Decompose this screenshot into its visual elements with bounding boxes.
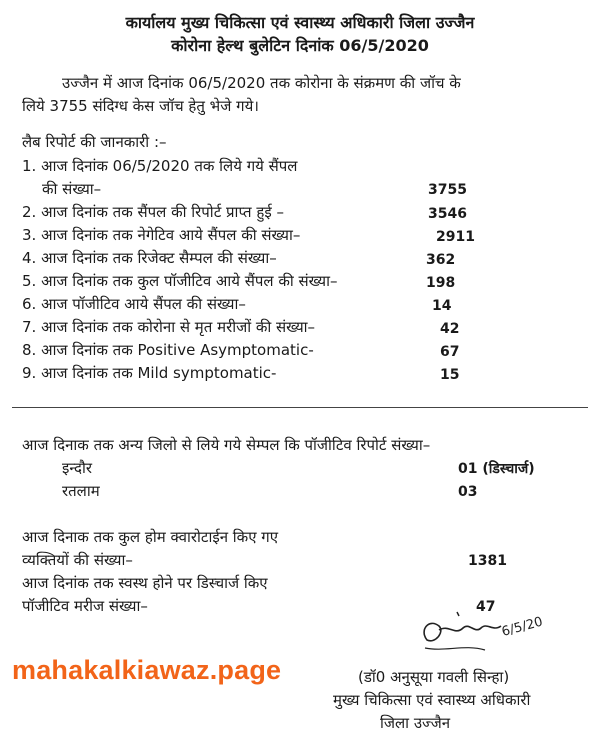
district-name: इन्दौर (62, 459, 92, 477)
office-title: कार्यालय मुख्य चिकित्सा एवं स्वास्थ्य अधिकारी जिला उज्जैन (125, 13, 475, 32)
lab-item-label: 7. आज दिनांक तक कोरोना से मृत मरीजों की संख्या– (22, 318, 316, 336)
discharged-line-2: पॉजीटिव मरीज संख्या– (22, 597, 148, 615)
watermark-text: mahakalkiawaz.page (12, 655, 282, 685)
home-quarantine-line-1: आज दिनाक तक कुल होम क्वारोटाईन किए गए (22, 528, 278, 546)
signatory-district: जिला उज्जैन (380, 714, 451, 732)
lab-item-label: 1. आज दिनांक 06/5/2020 तक लिये गये सैंपल (22, 157, 298, 175)
lab-item-label: 6. आज पॉजीटिव आये सैंपल की संख्या– (22, 295, 246, 313)
lab-item-value: 14 (432, 298, 452, 314)
district-value: 03 (458, 484, 478, 500)
signatory-designation: मुख्य चिकित्सा एवं स्वास्थ्य अधिकारी (333, 691, 531, 709)
intro-line-1: उज्जैन में आज दिनांक 06/5/2020 तक कोरोना के संक्रमण की जॉच के (62, 74, 461, 92)
district-name: रतलाम (62, 482, 100, 500)
lab-item-value: 2911 (436, 229, 475, 245)
other-districts-heading: आज दिनाक तक अन्य जिलो से लिये गये सेम्पल कि पॉजीटिव रिपोर्ट संख्या– (22, 436, 431, 454)
intro-line-2: लिये 3755 संदिग्ध केस जॉच हेतु भेजे गये। (22, 97, 259, 115)
bulletin-title: कोरोना हेल्थ बुलेटिन दिनांक 06/5/2020 (171, 36, 429, 55)
home-quarantine-line-2: व्यक्तियों की संख्या– (22, 551, 133, 569)
lab-item-label: 8. आज दिनांक तक Positive Asymptomatic- (22, 341, 314, 359)
handwritten-signature (405, 600, 545, 670)
lab-item-label: 2. आज दिनांक तक सैंपल की रिपोर्ट प्राप्त हुई – (22, 203, 284, 221)
lab-heading: लैब रिपोर्ट की जानकारी :– (22, 133, 167, 151)
lab-item-value: 42 (440, 321, 460, 337)
district-value: 01 (डिस्चार्ज) (458, 461, 535, 477)
lab-item-value: 3755 (428, 182, 467, 198)
signatory-name: (डॉ0 अनुसूया गवली सिन्हा) (358, 668, 510, 686)
lab-item-label-cont: की संख्या– (42, 180, 102, 198)
signature-date: 6/5/20 (500, 614, 545, 640)
lab-item-value: 198 (426, 275, 456, 291)
lab-item-value: 15 (440, 367, 460, 383)
section-divider (12, 407, 588, 408)
lab-item-value: 362 (426, 252, 456, 268)
lab-item-label: 5. आज दिनांक तक कुल पॉजीटिव आये सैंपल की संख्या– (22, 272, 338, 290)
lab-item-label: 4. आज दिनांक तक रिजेक्ट सैम्पल की संख्या– (22, 249, 277, 267)
lab-item-label: 3. आज दिनांक तक नेगेटिव आये सैंपल की संख्या– (22, 226, 301, 244)
discharged-value: 47 (476, 599, 496, 615)
home-quarantine-value: 1381 (468, 553, 507, 569)
lab-item-label: 9. आज दिनांक तक Mild symptomatic- (22, 364, 277, 382)
lab-item-value: 67 (440, 344, 460, 360)
lab-item-value: 3546 (428, 206, 467, 222)
discharged-line-1: आज दिनांक तक स्वस्थ होने पर डिस्चार्ज किए (22, 574, 268, 592)
